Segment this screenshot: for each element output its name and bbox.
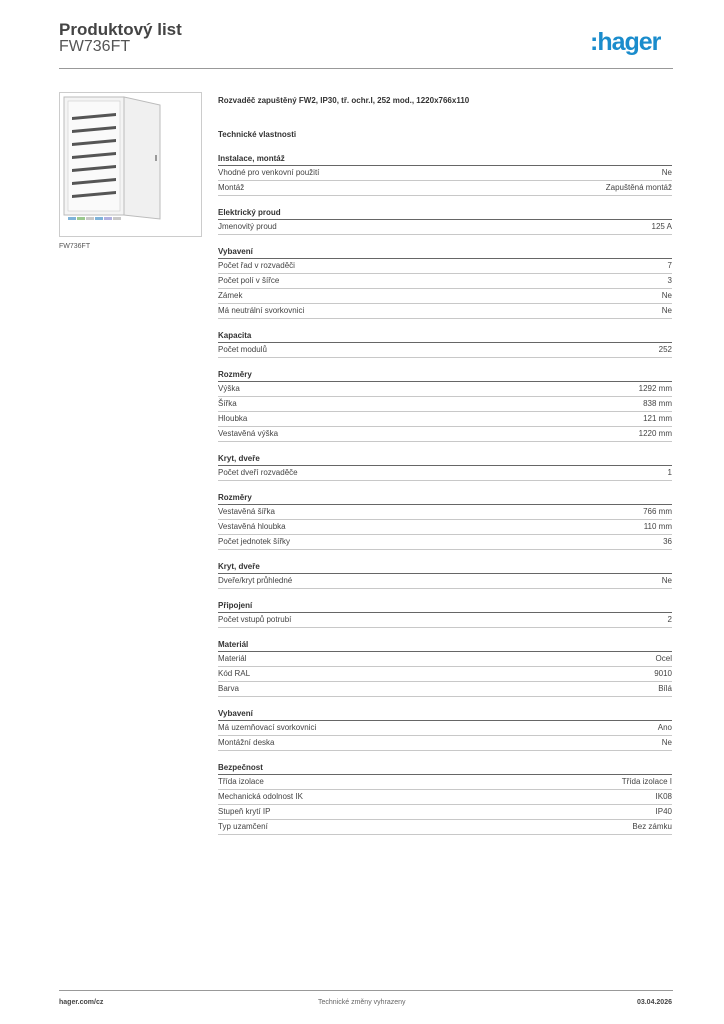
footer-website: hager.com/cz bbox=[59, 999, 104, 1006]
spec-value: 9010 bbox=[654, 669, 672, 678]
section-title: Kryt, dveře bbox=[218, 562, 672, 574]
spec-value: Ne bbox=[661, 168, 672, 177]
spec-section bbox=[218, 640, 672, 697]
spec-value: 2 bbox=[667, 615, 672, 624]
spec-value: 3 bbox=[667, 276, 672, 285]
spec-section bbox=[218, 154, 672, 196]
spec-row bbox=[218, 289, 672, 304]
spec-row bbox=[218, 343, 672, 358]
spec-label: Výška bbox=[218, 384, 240, 393]
spec-section bbox=[218, 763, 672, 835]
spec-value: Zapuštěná montáž bbox=[605, 183, 672, 192]
spec-row bbox=[218, 166, 672, 181]
section-title: Instalace, montáž bbox=[218, 154, 672, 166]
spec-label: Má uzemňovací svorkovnici bbox=[218, 723, 317, 732]
spec-label: Počet dveří rozvaděče bbox=[218, 468, 298, 477]
spec-value: 36 bbox=[663, 537, 672, 546]
spec-value: 1 bbox=[667, 468, 672, 477]
spec-label: Barva bbox=[218, 684, 239, 693]
spec-label: Hloubka bbox=[218, 414, 248, 423]
product-image-caption: FW736FT bbox=[59, 243, 91, 250]
section-title: Elektrický proud bbox=[218, 208, 672, 220]
section-title: Kryt, dveře bbox=[218, 454, 672, 466]
spec-value: 1220 mm bbox=[638, 429, 672, 438]
spec-value: Ne bbox=[661, 576, 672, 585]
spec-section bbox=[218, 208, 672, 235]
product-code: FW736FT bbox=[59, 38, 131, 55]
spec-row bbox=[218, 181, 672, 196]
spec-row bbox=[218, 574, 672, 589]
spec-row bbox=[218, 652, 672, 667]
spec-section bbox=[218, 370, 672, 442]
footer-divider bbox=[59, 990, 673, 991]
spec-label: Třída izolace bbox=[218, 777, 264, 786]
spec-row bbox=[218, 721, 672, 736]
header-divider bbox=[59, 68, 673, 69]
spec-section bbox=[218, 331, 672, 358]
spec-label: Dveře/kryt průhledné bbox=[218, 576, 293, 585]
spec-label: Počet vstupů potrubí bbox=[218, 615, 292, 624]
spec-value: IK08 bbox=[655, 792, 672, 801]
svg-text::hager: :hager bbox=[590, 28, 661, 56]
spec-row bbox=[218, 820, 672, 835]
spec-row bbox=[218, 535, 672, 550]
section-title: Kapacita bbox=[218, 331, 672, 343]
section-title: Připojení bbox=[218, 601, 672, 613]
spec-row bbox=[218, 736, 672, 751]
spec-row bbox=[218, 790, 672, 805]
page-title: Produktový list bbox=[59, 20, 182, 39]
spec-value: 766 mm bbox=[643, 507, 672, 516]
spec-value: Ne bbox=[661, 291, 672, 300]
spec-label: Kód RAL bbox=[218, 669, 251, 678]
spec-row bbox=[218, 613, 672, 628]
section-title: Rozměry bbox=[218, 493, 672, 505]
spec-value: 121 mm bbox=[643, 414, 672, 423]
footer-note: Technické změny vyhrazeny bbox=[318, 999, 406, 1006]
product-title: Rozvaděč zapuštěný FW2, IP30, tř. ochr.I, 252 mod., 1220x766x110 bbox=[218, 96, 470, 105]
spec-label: Montáž bbox=[218, 183, 245, 192]
spec-value: 110 mm bbox=[643, 522, 672, 531]
spec-section bbox=[218, 601, 672, 628]
spec-value: Bez zámku bbox=[632, 822, 672, 831]
spec-label: Počet polí v šířce bbox=[218, 276, 280, 285]
spec-section bbox=[218, 454, 672, 481]
spec-row bbox=[218, 382, 672, 397]
spec-row bbox=[218, 412, 672, 427]
spec-label: Stupeň krytí IP bbox=[218, 807, 271, 816]
spec-sections bbox=[218, 154, 672, 835]
spec-value: Třída izolace I bbox=[621, 777, 672, 786]
spec-label: Materiál bbox=[218, 654, 247, 663]
spec-row bbox=[218, 805, 672, 820]
spec-label: Šířka bbox=[218, 399, 237, 408]
tech-heading: Technické vlastnosti bbox=[218, 130, 297, 139]
spec-row bbox=[218, 466, 672, 481]
section-title: Bezpečnost bbox=[218, 763, 672, 775]
spec-row bbox=[218, 259, 672, 274]
section-title: Materiál bbox=[218, 640, 672, 652]
product-image bbox=[59, 92, 202, 237]
spec-row bbox=[218, 520, 672, 535]
spec-value: Ano bbox=[657, 723, 672, 732]
spec-value: Ocel bbox=[655, 654, 672, 663]
spec-row bbox=[218, 667, 672, 682]
spec-label: Zámek bbox=[218, 291, 243, 300]
spec-label: Vestavěná hloubka bbox=[218, 522, 286, 531]
section-title: Rozměry bbox=[218, 370, 672, 382]
spec-label: Mechanická odolnost IK bbox=[218, 792, 303, 801]
spec-row bbox=[218, 220, 672, 235]
hager-logo bbox=[590, 26, 680, 58]
spec-value: Ne bbox=[661, 306, 672, 315]
spec-value: 7 bbox=[667, 261, 672, 270]
spec-value: 252 bbox=[658, 345, 672, 354]
spec-label: Vhodné pro venkovní použití bbox=[218, 168, 320, 177]
section-title: Vybavení bbox=[218, 709, 672, 721]
spec-row bbox=[218, 682, 672, 697]
spec-label: Jmenovitý proud bbox=[218, 222, 277, 231]
spec-value: IP40 bbox=[655, 807, 672, 816]
spec-label: Typ uzamčení bbox=[218, 822, 268, 831]
spec-row bbox=[218, 397, 672, 412]
spec-label: Počet modulů bbox=[218, 345, 267, 354]
spec-section bbox=[218, 493, 672, 550]
spec-label: Vestavěná výška bbox=[218, 429, 279, 438]
spec-value: Bílá bbox=[658, 684, 672, 693]
spec-label: Montážní deska bbox=[218, 738, 275, 747]
spec-row bbox=[218, 427, 672, 442]
spec-label: Vestavěná šířka bbox=[218, 507, 275, 516]
spec-value: 125 A bbox=[651, 222, 672, 231]
spec-label: Má neutrální svorkovnici bbox=[218, 306, 305, 315]
spec-value: 1292 mm bbox=[638, 384, 672, 393]
spec-value: 838 mm bbox=[643, 399, 672, 408]
spec-section bbox=[218, 709, 672, 751]
spec-row bbox=[218, 304, 672, 319]
spec-row bbox=[218, 505, 672, 520]
spec-row bbox=[218, 775, 672, 790]
footer-date: 03.04.2026 bbox=[636, 999, 672, 1006]
spec-label: Počet řad v rozvaděči bbox=[218, 261, 295, 270]
spec-row bbox=[218, 274, 672, 289]
spec-section bbox=[218, 247, 672, 319]
section-title: Vybavení bbox=[218, 247, 672, 259]
product-details bbox=[218, 96, 672, 835]
spec-section bbox=[218, 562, 672, 589]
spec-label: Počet jednotek šířky bbox=[218, 537, 291, 546]
spec-value: Ne bbox=[661, 738, 672, 747]
